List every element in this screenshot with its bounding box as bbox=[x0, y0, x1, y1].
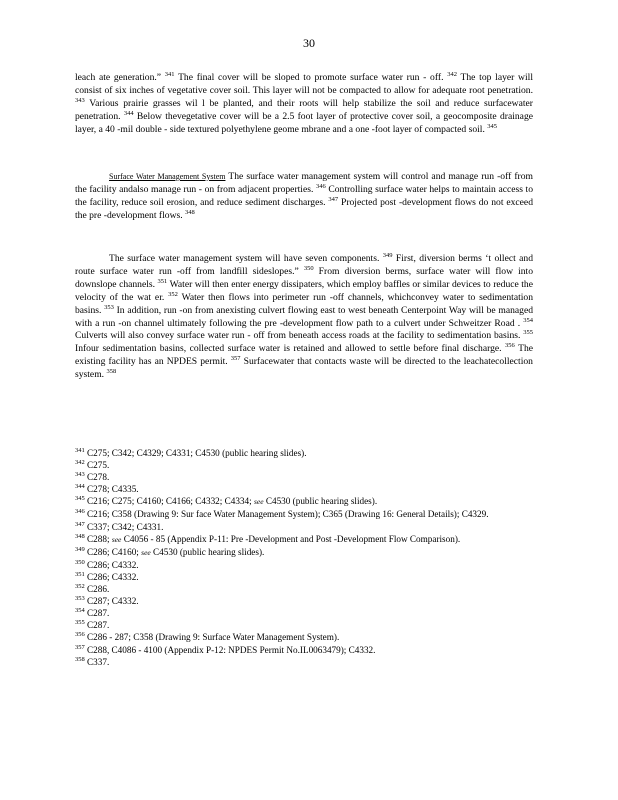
sentence: Surfacewater that contacts waste will be directed to the leachatecollection system. bbox=[75, 356, 533, 381]
footnote-text: C288; bbox=[84, 533, 112, 544]
footnote-text: C337; C342; C4331. bbox=[84, 521, 164, 532]
footnote-text: C216; C275; C4160; C4166; C4332; C4334; bbox=[84, 496, 254, 507]
footnote-ref[interactable]: 357 bbox=[230, 355, 241, 363]
footnote-number: 358 bbox=[75, 655, 85, 663]
page-number: 30 bbox=[303, 36, 315, 50]
footnote-text: C275. bbox=[84, 460, 110, 471]
footnote-number: 349 bbox=[75, 545, 85, 553]
footnote-text: C286. bbox=[84, 584, 110, 595]
footnote bbox=[75, 656, 533, 668]
footnote-ref[interactable]: 348 bbox=[185, 208, 195, 216]
footnote bbox=[75, 533, 533, 546]
footnote-ref[interactable]: 352 bbox=[168, 290, 178, 298]
footnote bbox=[75, 559, 533, 571]
footnote-text: C4056 - 85 (Appendix P-11: Pre -Development and Post -Development Flow Comparison). bbox=[121, 533, 461, 544]
footnote-number: 354 bbox=[75, 607, 85, 615]
footnote-number: 355 bbox=[75, 619, 85, 627]
footnote-text: C287; C4332. bbox=[84, 596, 139, 607]
footnote-number: 347 bbox=[75, 520, 85, 528]
footnote-number: 342 bbox=[75, 459, 85, 467]
footnote-text: C288, C4086 - 4100 (Appendix P-12: NPDES Permit No.IL0063479); C4332. bbox=[84, 644, 376, 655]
sentence: The top layer will consist of six inches of vegetative cover soil. This layer will not be compacted to allow for adequate root penetration. bbox=[75, 72, 533, 96]
footnote-ref[interactable]: 342 bbox=[447, 71, 457, 78]
footnote-ref[interactable]: 355 bbox=[523, 329, 534, 337]
footnote-ref[interactable]: 344 bbox=[123, 109, 134, 117]
footnote-text: C286; C4332. bbox=[84, 571, 139, 582]
sentence: Various prairie grasses wil l be planted, and their roots will help stabilize the soil and reduce surfacewater penetration. bbox=[75, 97, 533, 122]
sentence: The surface water management system will have seven components. bbox=[109, 253, 380, 264]
see-signal: see bbox=[111, 534, 122, 544]
sentence: Projected post -development flows do not exceed the pre -development flows. bbox=[75, 196, 533, 221]
footnote-number: 353 bbox=[75, 595, 85, 603]
footnote bbox=[75, 508, 533, 520]
see-signal: see bbox=[253, 497, 264, 507]
sentence: The surface water management system will control and manage run -off from the facility andalso manage run - on from adjacent properties. bbox=[75, 171, 533, 195]
footnote-number: 357 bbox=[75, 643, 85, 651]
sentence: In addition, run -on from anexisting culvert flowing east to west beneath Centerpoint Way will be managed with a run -on channel ultimately following the pre -development flow path to a culvert under Schweitzer Road . bbox=[75, 304, 534, 329]
footnote bbox=[75, 459, 533, 471]
footnote bbox=[75, 521, 533, 533]
footnote-number: 343 bbox=[75, 471, 85, 479]
footnote-text: C287. bbox=[84, 620, 110, 631]
footnote-number: 351 bbox=[75, 570, 85, 578]
footnote-number: 352 bbox=[75, 583, 85, 591]
footnote-ref[interactable]: 347 bbox=[328, 195, 339, 203]
footnote-text: C287. bbox=[84, 608, 110, 619]
footnote-number: 350 bbox=[75, 558, 85, 566]
footnote-text: C278; C4335. bbox=[84, 484, 139, 495]
footnote-text: C4530 (public hearing slides). bbox=[150, 546, 265, 557]
footnote bbox=[75, 483, 533, 495]
footnote bbox=[75, 447, 533, 459]
footnote-ref[interactable]: 343 bbox=[75, 96, 85, 104]
sentence: From diversion berms, surface water will flow into downslope channels. bbox=[75, 265, 533, 290]
footnote bbox=[75, 571, 533, 583]
sentence: Below thevegetative cover will be a 2.5 foot layer of protective cover soil, a geocomposite drainage layer, a 40 -mil double - side textured polyethylene geome mbrane and a one -foot layer of compacted soil. bbox=[75, 110, 533, 135]
sentence: Culverts will also convey surface water run - off from beneath access roads at the facility to sedimentation basins. bbox=[75, 330, 521, 342]
sentence: Water will then enter energy dissipaters, which employ baffles or similar devices to reduce the velocity of the wat er. bbox=[75, 278, 533, 303]
footnote-number: 348 bbox=[75, 532, 85, 540]
footnote-ref[interactable]: 349 bbox=[382, 252, 393, 259]
see-signal: see bbox=[141, 547, 151, 557]
footnote-text: C286; C4332. bbox=[84, 559, 139, 570]
footnote bbox=[75, 644, 533, 656]
footnote-text: C275; C342; C4329; C4331; C4530 (public hearing slides). bbox=[84, 448, 307, 458]
sentence: leach ate generation.” bbox=[75, 72, 162, 83]
footnote bbox=[75, 607, 533, 619]
footnote-ref[interactable]: 341 bbox=[164, 71, 175, 78]
footnote-ref[interactable]: 353 bbox=[104, 303, 114, 311]
footnote-ref[interactable]: 350 bbox=[303, 264, 314, 272]
footnote bbox=[75, 619, 533, 631]
footnote bbox=[75, 631, 533, 643]
sentence: First, diversion berms ‘t ollect and route surface water run -off from landfill sideslopes.” bbox=[75, 253, 533, 277]
footnote-text: C286 - 287; C358 (Drawing 9: Surface Water Management System). bbox=[84, 632, 340, 643]
section-heading: Surface Water Management System bbox=[109, 172, 226, 181]
footnote bbox=[75, 546, 533, 559]
paragraph-components bbox=[75, 253, 533, 382]
footnote-text: C216; C358 (Drawing 9: Sur face Water Management System); C365 (Drawing 16: General Details); C4329. bbox=[84, 509, 489, 520]
paragraph-surface-water-system bbox=[75, 171, 533, 223]
footnote-text: C286; C4160; bbox=[84, 546, 142, 557]
footnote-number: 346 bbox=[75, 508, 85, 516]
footnote-ref[interactable]: 345 bbox=[487, 122, 498, 130]
footnote-ref[interactable]: 356 bbox=[505, 342, 515, 350]
footnote-text: C278. bbox=[84, 472, 110, 483]
footnotes-section bbox=[75, 447, 533, 668]
footnote bbox=[75, 595, 533, 607]
sentence: Infour sedimentation basins, collected surface water is retained and allowed to settle before final discharge. bbox=[75, 343, 502, 355]
sentence: The final cover will be sloped to promote surface water run - off. bbox=[174, 72, 444, 83]
footnote bbox=[75, 495, 533, 508]
footnote-number: 345 bbox=[75, 495, 85, 503]
footnote bbox=[75, 583, 533, 595]
footnote-number: 344 bbox=[75, 483, 85, 491]
footnote-text: C4530 (public hearing slides). bbox=[263, 496, 378, 507]
footnote-number: 341 bbox=[75, 447, 85, 454]
footnote-ref[interactable]: 346 bbox=[315, 182, 326, 190]
sentence: Controlling surface water helps to maintain access to the facility, reduce soil erosion, and reduce sediment discharges. bbox=[75, 183, 534, 208]
sentence: Water then flows into perimeter run -off channels, whichconvey water to sedimentation basins. bbox=[75, 291, 533, 316]
footnote-text: C337. bbox=[84, 656, 110, 667]
footnote bbox=[75, 471, 533, 483]
footnote-ref[interactable]: 354 bbox=[523, 316, 533, 324]
footnote-ref[interactable]: 351 bbox=[157, 277, 168, 285]
sentence: The existing facility has an NPDES permit. bbox=[75, 343, 534, 368]
footnote-ref[interactable]: 358 bbox=[106, 368, 117, 376]
paragraph-final-cover bbox=[75, 72, 533, 137]
footnote-number: 356 bbox=[75, 631, 85, 639]
